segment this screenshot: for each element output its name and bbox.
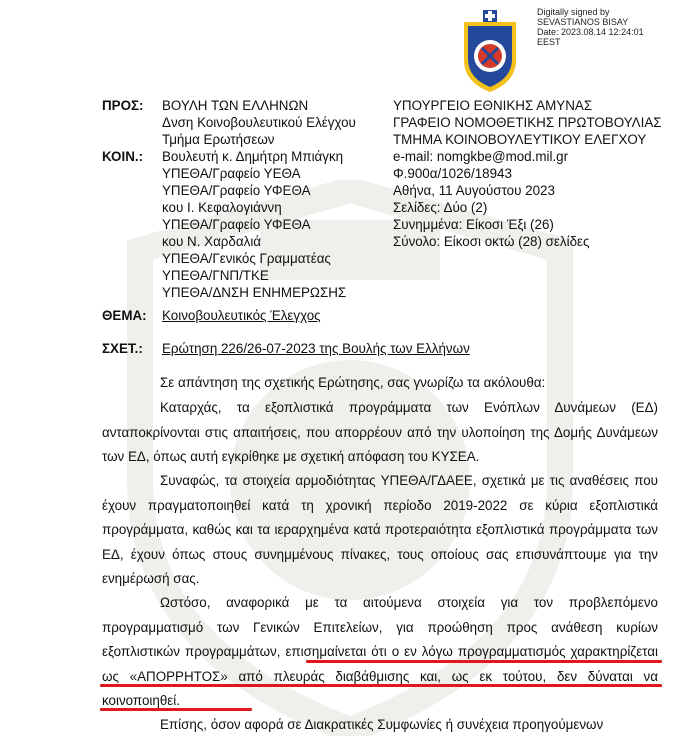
sender-pages: Σελίδες: Δύο (2)	[393, 200, 488, 215]
sender-date: Αθήνα, 11 Αυγούστου 2023	[393, 183, 555, 198]
ministry-emblem	[458, 8, 522, 94]
subject-value: Κοινοβουλευτικός Έλεγχος	[162, 308, 321, 323]
signature-line: Date: 2023.08.14 12:24:01	[537, 27, 644, 37]
sender-line: ΓΡΑΦΕΙΟ ΝΟΜΟΘΕΤΙΚΗΣ ΠΡΩΤΟΒΟΥΛΙΑΣ	[393, 115, 662, 130]
reference-label: ΣΧΕΤ.:	[102, 341, 143, 356]
koin-label: ΚΟΙΝ.:	[102, 149, 144, 164]
body-paragraph-1	[102, 371, 658, 396]
paragraph-text: Καταρχάς, τα εξοπλιστικά προγράμματα των Ενόπλων Δυνάμεων (ΕΔ) ανταποκρίνονται στις απαιτήσεις, που απορρέουν από την υλοποίηση της Δομής Δυνάμεων των ΕΔ, όπως αυτή εγκρίθηκε με σχετική απόφαση του ΚΥΣΕΑ.	[102, 400, 658, 464]
body-paragraph-4	[102, 591, 658, 714]
koin-line: κου Ι. Κεφαλογιάννη	[162, 200, 282, 215]
body-paragraph-3	[102, 469, 658, 592]
subject-label: ΘΕΜΑ:	[102, 308, 147, 323]
reference-value: Ερώτηση 226/26-07-2023 της Βουλής των Ελλήνων	[162, 341, 470, 356]
paragraph-text: Ωστόσο, αναφορικά με τα αιτούμενα στοιχεία για τον προβλεπόμενο προγραμματισμό των Γενικών Επιτελείων, για προώθηση προς ανάθεση κυρίων εξοπλιστικών προγραμμάτων, επισημαίνεται ότι ο εν λόγω προγραμματισμός χαρακτηρίζεται ως «ΑΠΟΡΡΗΤΟΣ» από πλευράς διαβάθμισης και, ως εκ τούτου, δεν δύναται να κοινοποιηθεί.	[102, 595, 658, 708]
koin-line: ΥΠΕΘΑ/ΔΝΣΗ ΕΝΗΜΕΡΩΣΗΣ	[162, 285, 347, 300]
koin-line: ΥΠΕΘΑ/ΓΝΠ/ΤΚΕ	[162, 268, 269, 283]
koin-line: ΥΠΕΘΑ/Γραφείο ΥΦΕΘΑ	[162, 217, 311, 232]
pros-line: ΒΟΥΛΗ ΤΩΝ ΕΛΛΗΝΩΝ	[162, 98, 309, 113]
koin-line: κου Ν. Χαρδαλιά	[162, 234, 262, 249]
red-highlight-underline	[306, 660, 662, 663]
signature-line: EEST	[537, 37, 561, 47]
paragraph-text: Συναφώς, τα στοιχεία αρμοδιότητας ΥΠΕΘΑ/ΓΔΑΕΕ, σχετικά με τις αναθέσεις που έχουν πραγματοποιηθεί κατά τη χρονική περίοδο 2019-2022 σε κύρια εξοπλιστικά προγράμματα, καθώς και τα ιεραρχημένα κατά προτεραιότητα εξοπλιστικά προγράμματα των ΕΔ, έχουν όπως στους συνημμένους πίνακες, τους οποίους σας επισυνάπτουμε για την ενημέρωσή σας.	[102, 473, 658, 586]
sender-attachments: Συνημμένα: Είκοσι Έξι (26)	[393, 217, 554, 232]
body-paragraph-2	[102, 396, 658, 470]
koin-line: ΥΠΕΘΑ/Γενικός Γραμματέας	[162, 251, 331, 266]
body-paragraph-5	[102, 713, 658, 736]
pros-line: Δνση Κοινοβουλευτικού Ελέγχου	[162, 115, 356, 130]
signature-line: SEVASTIANOS BISAY	[537, 17, 629, 27]
sender-line: ΥΠΟΥΡΓΕΙΟ ΕΘΝΙΚΗΣ ΑΜΥΝΑΣ	[393, 98, 593, 113]
paragraph-text: Σε απάντηση της σχετικής Ερώτησης, σας γνωρίζω τα ακόλουθα:	[160, 375, 546, 390]
pros-line: Τμήμα Ερωτήσεων	[162, 132, 275, 147]
digital-signature-stamp	[537, 7, 644, 47]
koin-line: ΥΠΕΘΑ/Γραφείο ΥΦΕΘΑ	[162, 183, 311, 198]
koin-line: Βουλευτή κ. Δημήτρη Μπιάγκη	[162, 149, 344, 164]
signature-line: Digitally signed by	[537, 7, 610, 17]
sender-total: Σύνολο: Είκοσι οκτώ (28) σελίδες	[393, 234, 590, 249]
pros-label: ΠΡΟΣ:	[102, 98, 144, 113]
red-highlight-underline	[100, 684, 662, 687]
sender-line: ΤΜΗΜΑ ΚΟΙΝΟΒΟΥΛΕΥΤΙΚΟΥ ΕΛΕΓΧΟΥ	[393, 132, 647, 147]
sender-protocol-number: Φ.900α/1026/18943	[393, 166, 512, 181]
red-highlight-underline	[100, 708, 252, 711]
sender-email: e-mail: nomgkbe@mod.mil.gr	[393, 149, 569, 164]
koin-line: ΥΠΕΘΑ/Γραφείο ΥΕΘΑ	[162, 166, 301, 181]
paragraph-text: Επίσης, όσον αφορά σε Διακρατικές Συμφωνίες ή συνέχεια προηγούμενων	[160, 717, 604, 732]
